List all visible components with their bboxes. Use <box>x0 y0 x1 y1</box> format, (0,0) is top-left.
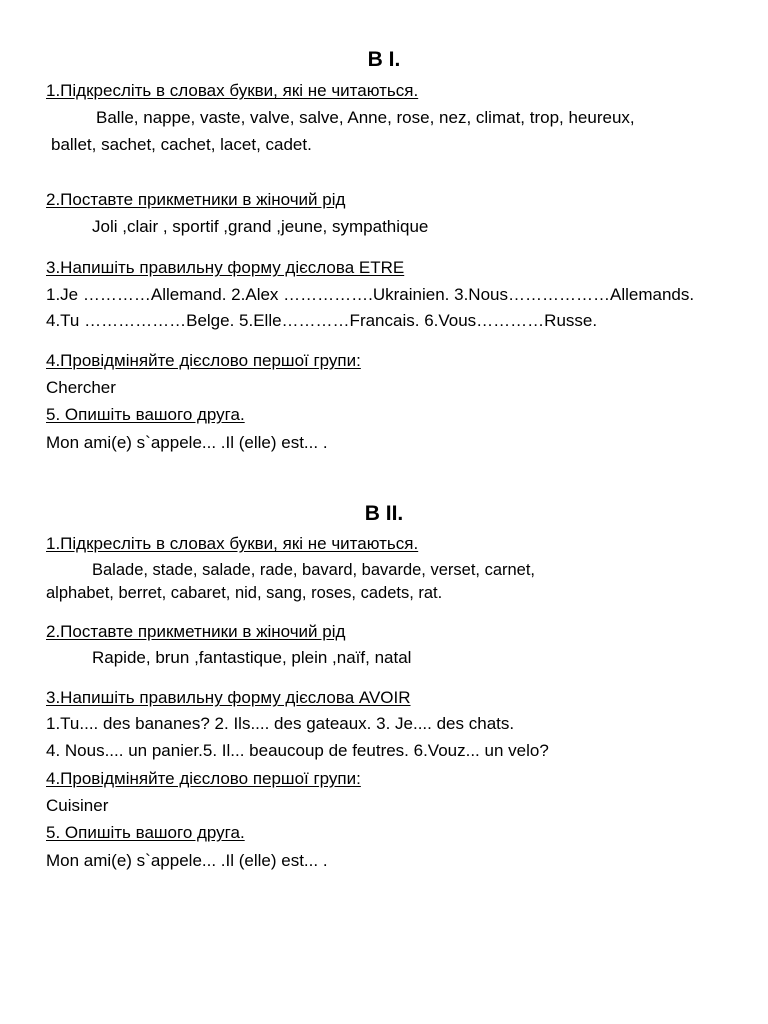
v2-task4-heading: 4.Провідміняйте дієслово першої групи: <box>46 769 361 788</box>
v1-task1-heading: 1.Підкресліть в словах букви, які не читаються. <box>46 81 419 100</box>
v2-task1-line1: Balade, stade, salade, rade, bavard, bavarde, verset, carnet, <box>92 561 536 579</box>
v2-task5-heading: 5. Опишіть вашого друга. <box>46 823 245 842</box>
v2-task3-heading: 3.Напишіть правильну форму дієслова AVOIR <box>46 688 411 707</box>
v1-task2-line1: Joli ,clair , sportif ,grand ,jeune, sympathique <box>92 217 429 236</box>
v1-task5-heading: 5. Опишіть вашого друга. <box>46 405 245 424</box>
variant1-title: B I. <box>367 48 401 71</box>
v2-task4-line1: Cuisiner <box>46 796 109 815</box>
v2-task1-line2: alphabet, berret, cabaret, nid, sang, roses, cadets, rat. <box>46 584 443 602</box>
v2-task5-line1: Mon ami(e) s`appele... .Il (elle) est... . <box>46 851 328 870</box>
v1-task4-heading: 4.Провідміняйте дієслово першої групи: <box>46 351 361 370</box>
v2-task3-line2: 4. Nous.... un panier.5. Il... beaucoup de feutres. 6.Vouz... un velo? <box>46 741 549 760</box>
variant2-title: B II. <box>364 502 404 525</box>
v1-task3-line1: 1.Je …………Allemand. 2.Alex …………….Ukrainien. 3.Nous………………Allemands. <box>46 285 695 304</box>
v2-task2-line1: Rapide, brun ,fantastique, plein ,naïf, natal <box>92 648 412 667</box>
v1-task2-heading: 2.Поставте прикметники в жіночий рід <box>46 190 346 209</box>
v2-task1-heading: 1.Підкресліть в словах букви, які не читаються. <box>46 534 419 553</box>
v1-task3-line2: 4.Tu ………………Belge. 5.Elle…………Francais. 6.Vous…………Russe. <box>46 311 598 330</box>
v2-task2-heading: 2.Поставте прикметники в жіночий рід <box>46 622 346 641</box>
v1-task1-line1: Balle, nappe, vaste, valve, salve, Anne, rose, nez, climat, trop, heureux, <box>96 108 635 127</box>
v1-task3-heading: 3.Напишіть правильну форму дієслова ETRE <box>46 258 405 277</box>
v1-task4-line1: Chercher <box>46 378 116 397</box>
v1-task5-line1: Mon ami(e) s`appele... .Il (elle) est... . <box>46 433 328 452</box>
v2-task3-line1: 1.Tu.... des bananes? 2. Ils.... des gateaux. 3. Je.... des chats. <box>46 714 515 733</box>
v1-task1-line2: ballet, sachet, cachet, lacet, cadet. <box>51 135 312 154</box>
